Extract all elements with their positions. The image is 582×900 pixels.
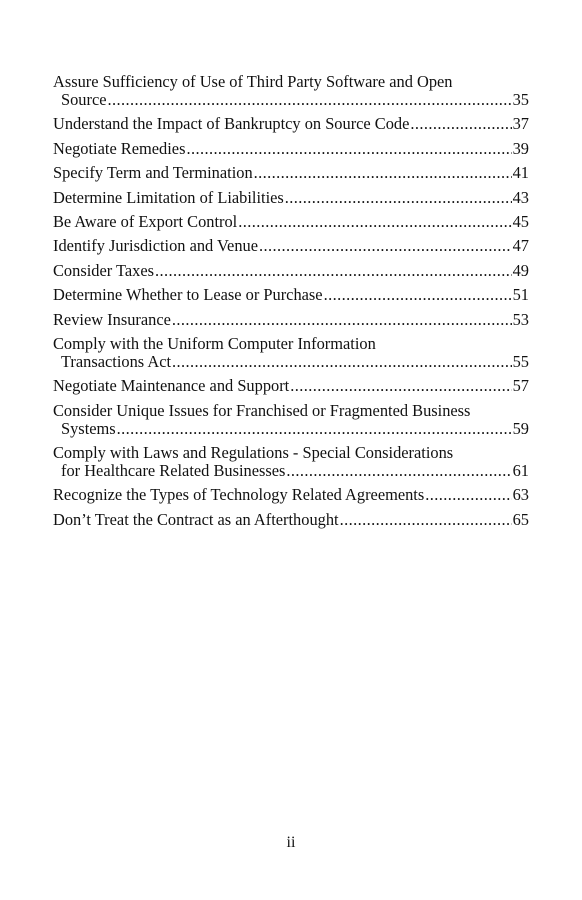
toc-page-number: 45 [512, 211, 529, 231]
toc-entry-title-line1: Assure Sufficiency of Use of Third Party Software and Open [53, 72, 453, 91]
toc-entry [53, 444, 529, 480]
toc-entry-title-line1: Comply with the Uniform Computer Information [53, 333, 376, 353]
toc-leader-dots [410, 115, 511, 133]
toc-page-number: 47 [512, 236, 529, 256]
toc-page-number: 39 [512, 138, 529, 158]
toc-page-number: 49 [512, 260, 529, 280]
toc-entry-title-line1: Comply with Laws and Regulations - Special Considerations [53, 443, 454, 463]
toc-leader-dots [425, 486, 511, 504]
toc-entry-title: Recognize the Types of Technology Related Agreements [53, 485, 425, 505]
toc-entry [53, 213, 529, 231]
toc-entry [53, 377, 529, 395]
toc-entry-title: Don’t Treat the Contract as an Afterthought [53, 509, 339, 529]
toc-entry [53, 140, 529, 158]
toc-entry-title: Specify Term and Termination [53, 163, 253, 183]
toc-entry-title: Negotiate Remedies [53, 138, 186, 158]
toc-page-number: 61 [512, 461, 529, 481]
toc-leader-dots [290, 377, 511, 395]
toc-entry-title: Systems [61, 418, 116, 438]
toc-leader-dots [324, 286, 512, 304]
toc-entry-title: Consider Taxes [53, 260, 154, 280]
toc-leader-dots [172, 311, 512, 329]
toc-entry-title: Transactions Act [61, 351, 172, 371]
toc-leader-dots [285, 189, 512, 207]
toc-entry-title: Identify Jurisdiction and Venue [53, 236, 258, 256]
toc-leader-dots [117, 420, 512, 438]
toc-entry-title: Source [61, 90, 107, 109]
toc-leader-dots [172, 353, 512, 371]
toc-entry-title: Understand the Impact of Bankruptcy on Source Code [53, 114, 410, 134]
toc-entry-title: Be Aware of Export Control [53, 211, 238, 231]
toc-entry [53, 511, 529, 529]
toc-page-number: 55 [512, 351, 529, 371]
table-of-contents [53, 73, 529, 535]
toc-entry [53, 189, 529, 207]
toc-leader-dots [254, 164, 512, 182]
toc-entry [53, 486, 529, 504]
toc-page-number: 65 [512, 509, 529, 529]
toc-leader-dots [108, 91, 512, 109]
toc-entry [53, 286, 529, 304]
page-number-footer: ii [286, 834, 296, 851]
toc-entry-title: Determine Limitation of Liabilities [53, 187, 284, 207]
toc-page-number: 57 [512, 376, 529, 396]
toc-page-number: 51 [512, 285, 529, 305]
toc-entry-title: Negotiate Maintenance and Support [53, 376, 290, 396]
toc-leader-dots [340, 511, 512, 529]
toc-leader-dots [286, 462, 511, 480]
toc-entry [53, 115, 529, 133]
toc-entry [53, 73, 529, 109]
toc-leader-dots [155, 262, 512, 280]
toc-entry [53, 164, 529, 182]
toc-entry [53, 311, 529, 329]
toc-page-number: 63 [512, 485, 529, 505]
toc-leader-dots [238, 213, 511, 231]
toc-entry-title: for Healthcare Related Businesses [61, 461, 286, 481]
toc-page-number: 43 [512, 187, 529, 207]
toc-page-number: 59 [512, 418, 529, 438]
toc-entry [53, 262, 529, 280]
toc-leader-dots [186, 140, 511, 158]
toc-entry-title-line1: Consider Unique Issues for Franchised or Fragmented Business [53, 400, 471, 420]
toc-page-number: 53 [512, 309, 529, 329]
toc-entry-title: Review Insurance [53, 309, 171, 329]
toc-page-number: 35 [512, 90, 529, 109]
toc-page-number: 41 [512, 163, 529, 183]
toc-page-number: 37 [512, 114, 529, 134]
toc-entry [53, 402, 529, 438]
toc-leader-dots [259, 237, 512, 255]
toc-entry [53, 237, 529, 255]
toc-entry [53, 335, 529, 371]
toc-entry-title: Determine Whether to Lease or Purchase [53, 285, 323, 305]
